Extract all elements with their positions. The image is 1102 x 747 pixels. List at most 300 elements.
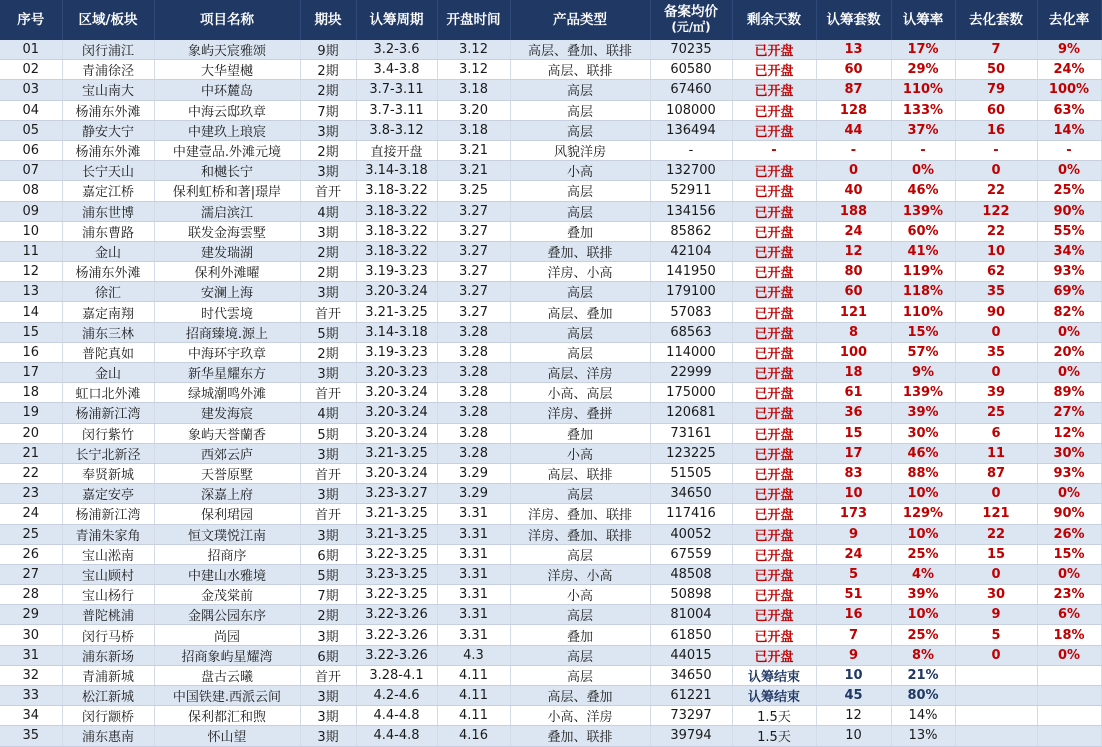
row-subscription-period: 3.23-3.25 — [356, 564, 437, 584]
row-subscription-period: 3.4-3.8 — [356, 60, 437, 80]
table-row — [0, 524, 1101, 544]
row-phase: 5期 — [300, 322, 356, 342]
row-project: 尚园 — [154, 625, 300, 645]
row-region: 杨浦东外滩 — [62, 140, 154, 160]
row-days-left: 已开盘 — [732, 484, 816, 504]
row-sold-units: 10 — [955, 241, 1037, 261]
row-project: 象屿天誉蘭香 — [154, 423, 300, 443]
row-product-type: 高层 — [510, 605, 650, 625]
row-project: 西郊云庐 — [154, 443, 300, 463]
row-phase: 首开 — [300, 463, 356, 483]
row-subscription-rate: 110% — [891, 302, 955, 322]
header-subscription-period: 认筹周期 — [356, 0, 437, 40]
row-product-type: 风貌洋房 — [510, 140, 650, 160]
row-project: 濡启滨江 — [154, 201, 300, 221]
row-sold-units: 11 — [955, 443, 1037, 463]
row-product-type: 叠加 — [510, 221, 650, 241]
row-index: 28 — [0, 585, 62, 605]
row-project: 金隅公园东序 — [154, 605, 300, 625]
row-index: 24 — [0, 504, 62, 524]
row-subscription-rate: 17% — [891, 40, 955, 60]
row-region: 普陀桃浦 — [62, 605, 154, 625]
row-project: 招商臻境.源上 — [154, 322, 300, 342]
table-row — [0, 645, 1101, 665]
row-region: 嘉定安亭 — [62, 484, 154, 504]
header-sell-through-rate: 去化率 — [1037, 0, 1101, 40]
row-sell-through-rate: 27% — [1037, 403, 1101, 423]
table-row — [0, 403, 1101, 423]
row-days-left: 已开盘 — [732, 625, 816, 645]
row-sold-units: 30 — [955, 585, 1037, 605]
row-subscription-rate: 60% — [891, 221, 955, 241]
row-project: 盘古云曦 — [154, 665, 300, 685]
row-product-type: 小高 — [510, 161, 650, 181]
row-subscription-units: - — [816, 140, 891, 160]
row-phase: 3期 — [300, 726, 356, 746]
row-subscription-units: 8 — [816, 322, 891, 342]
table-row — [0, 262, 1101, 282]
row-avg-price: 34650 — [650, 665, 732, 685]
row-subscription-period: 3.7-3.11 — [356, 80, 437, 100]
row-subscription-units: 188 — [816, 201, 891, 221]
table-row — [0, 60, 1101, 80]
row-subscription-rate: 30% — [891, 423, 955, 443]
row-opening-date: 3.31 — [437, 504, 510, 524]
row-region: 闵行马桥 — [62, 625, 154, 645]
row-product-type: 洋房、叠拼 — [510, 403, 650, 423]
table-row — [0, 443, 1101, 463]
row-avg-price: 57083 — [650, 302, 732, 322]
row-sold-units: 35 — [955, 282, 1037, 302]
row-sell-through-rate: 0% — [1037, 564, 1101, 584]
row-avg-price: 114000 — [650, 342, 732, 362]
row-subscription-units: 44 — [816, 120, 891, 140]
row-opening-date: 3.20 — [437, 100, 510, 120]
row-days-left: 已开盘 — [732, 120, 816, 140]
row-index: 27 — [0, 564, 62, 584]
row-opening-date: 4.3 — [437, 645, 510, 665]
row-product-type: 洋房、叠加、联排 — [510, 524, 650, 544]
row-sold-units: 35 — [955, 342, 1037, 362]
row-avg-price: 68563 — [650, 322, 732, 342]
row-sold-units: 122 — [955, 201, 1037, 221]
row-product-type: 高层 — [510, 544, 650, 564]
row-sell-through-rate: 9% — [1037, 40, 1101, 60]
row-opening-date: 3.31 — [437, 544, 510, 564]
row-sold-units: 22 — [955, 181, 1037, 201]
row-index: 23 — [0, 484, 62, 504]
header-index: 序号 — [0, 0, 62, 40]
row-phase: 3期 — [300, 686, 356, 706]
row-days-left: 已开盘 — [732, 80, 816, 100]
row-product-type: 高层 — [510, 100, 650, 120]
row-subscription-rate: 46% — [891, 181, 955, 201]
row-days-left: 已开盘 — [732, 322, 816, 342]
row-opening-date: 3.28 — [437, 363, 510, 383]
row-region: 浦东世博 — [62, 201, 154, 221]
table-row — [0, 161, 1101, 181]
row-sell-through-rate: 93% — [1037, 262, 1101, 282]
row-days-left: 已开盘 — [732, 40, 816, 60]
row-subscription-rate: 80% — [891, 686, 955, 706]
row-subscription-units: 9 — [816, 524, 891, 544]
row-region: 嘉定南翔 — [62, 302, 154, 322]
row-project: 时代雲境 — [154, 302, 300, 322]
row-opening-date: 3.27 — [437, 241, 510, 261]
row-product-type: 洋房、小高 — [510, 262, 650, 282]
row-phase: 2期 — [300, 262, 356, 282]
row-sell-through-rate: - — [1037, 140, 1101, 160]
row-index: 01 — [0, 40, 62, 60]
row-phase: 首开 — [300, 504, 356, 524]
row-subscription-period: 3.22-3.25 — [356, 544, 437, 564]
row-days-left: 已开盘 — [732, 100, 816, 120]
row-subscription-units: 60 — [816, 60, 891, 80]
row-product-type: 小高 — [510, 443, 650, 463]
row-product-type: 高层、叠加 — [510, 302, 650, 322]
table-row — [0, 423, 1101, 443]
row-days-left: 已开盘 — [732, 403, 816, 423]
row-subscription-units: 9 — [816, 645, 891, 665]
row-index: 13 — [0, 282, 62, 302]
row-index: 15 — [0, 322, 62, 342]
row-avg-price: 117416 — [650, 504, 732, 524]
row-days-left: 已开盘 — [732, 181, 816, 201]
row-project: 大华望樾 — [154, 60, 300, 80]
row-project: 恒文璞悦江南 — [154, 524, 300, 544]
row-sell-through-rate: 0% — [1037, 161, 1101, 181]
row-phase: 3期 — [300, 120, 356, 140]
row-region: 普陀真如 — [62, 342, 154, 362]
row-opening-date: 3.27 — [437, 282, 510, 302]
row-index: 12 — [0, 262, 62, 282]
row-phase: 5期 — [300, 564, 356, 584]
row-subscription-period: 3.18-3.22 — [356, 221, 437, 241]
row-avg-price: 67559 — [650, 544, 732, 564]
table-row — [0, 140, 1101, 160]
row-project: 保利珺园 — [154, 504, 300, 524]
row-phase: 2期 — [300, 342, 356, 362]
row-avg-price: 42104 — [650, 241, 732, 261]
row-project: 象屿天宸雅颂 — [154, 40, 300, 60]
table-row — [0, 241, 1101, 261]
table-row — [0, 463, 1101, 483]
header-opening-date: 开盘时间 — [437, 0, 510, 40]
row-index: 16 — [0, 342, 62, 362]
row-project: 中建山水雅境 — [154, 564, 300, 584]
row-phase: 3期 — [300, 524, 356, 544]
row-avg-price: 34650 — [650, 484, 732, 504]
row-index: 17 — [0, 363, 62, 383]
row-opening-date: 4.16 — [437, 726, 510, 746]
row-sold-units: 62 — [955, 262, 1037, 282]
row-sold-units: 60 — [955, 100, 1037, 120]
table-row — [0, 686, 1101, 706]
row-subscription-rate: 37% — [891, 120, 955, 140]
row-avg-price: 81004 — [650, 605, 732, 625]
row-product-type: 高层 — [510, 665, 650, 685]
row-product-type: 高层、洋房 — [510, 363, 650, 383]
row-region: 嘉定江桥 — [62, 181, 154, 201]
row-phase: 3期 — [300, 161, 356, 181]
row-region: 长宁天山 — [62, 161, 154, 181]
row-days-left: 1.5天 — [732, 726, 816, 746]
table-row — [0, 484, 1101, 504]
row-sold-units: 22 — [955, 221, 1037, 241]
row-region: 宝山南大 — [62, 80, 154, 100]
row-sell-through-rate: 0% — [1037, 484, 1101, 504]
row-product-type: 高层 — [510, 645, 650, 665]
row-phase: 3期 — [300, 484, 356, 504]
row-avg-price: 61221 — [650, 686, 732, 706]
row-subscription-period: 3.21-3.25 — [356, 302, 437, 322]
row-subscription-period: 3.21-3.25 — [356, 524, 437, 544]
row-sold-units: 39 — [955, 383, 1037, 403]
row-region: 浦东新场 — [62, 645, 154, 665]
row-subscription-rate: 133% — [891, 100, 955, 120]
row-sold-units: 121 — [955, 504, 1037, 524]
row-region: 奉贤新城 — [62, 463, 154, 483]
row-opening-date: 3.31 — [437, 625, 510, 645]
row-subscription-units: 10 — [816, 726, 891, 746]
row-subscription-period: 3.18-3.22 — [356, 241, 437, 261]
row-opening-date: 3.28 — [437, 383, 510, 403]
row-index: 14 — [0, 302, 62, 322]
row-sold-units: 5 — [955, 625, 1037, 645]
table-row — [0, 282, 1101, 302]
row-subscription-rate: 139% — [891, 383, 955, 403]
row-product-type: 叠加、联排 — [510, 241, 650, 261]
row-index: 03 — [0, 80, 62, 100]
row-product-type: 小高、高层 — [510, 383, 650, 403]
row-days-left: 已开盘 — [732, 443, 816, 463]
row-sell-through-rate: 26% — [1037, 524, 1101, 544]
table-row — [0, 585, 1101, 605]
header-sold-units: 去化套数 — [955, 0, 1037, 40]
row-subscription-period: 3.14-3.18 — [356, 322, 437, 342]
row-subscription-units: 7 — [816, 625, 891, 645]
row-sold-units: 25 — [955, 403, 1037, 423]
header-avg-price — [650, 0, 732, 40]
row-sold-units: 7 — [955, 40, 1037, 60]
row-index: 18 — [0, 383, 62, 403]
row-subscription-rate: 9% — [891, 363, 955, 383]
row-phase: 5期 — [300, 423, 356, 443]
row-subscription-rate: 0% — [891, 161, 955, 181]
row-opening-date: 3.29 — [437, 484, 510, 504]
row-subscription-units: 45 — [816, 686, 891, 706]
row-project: 绿城潮鸣外滩 — [154, 383, 300, 403]
row-subscription-period: 3.22-3.26 — [356, 625, 437, 645]
row-avg-price: 52911 — [650, 181, 732, 201]
row-product-type: 高层、联排 — [510, 463, 650, 483]
row-project: 建发瑞湖 — [154, 241, 300, 261]
row-index: 21 — [0, 443, 62, 463]
row-region: 长宁北新泾 — [62, 443, 154, 463]
row-sell-through-rate: 63% — [1037, 100, 1101, 120]
row-phase: 4期 — [300, 201, 356, 221]
row-opening-date: 4.11 — [437, 706, 510, 726]
row-sell-through-rate: 82% — [1037, 302, 1101, 322]
row-project: 怀山望 — [154, 726, 300, 746]
row-index: 34 — [0, 706, 62, 726]
row-phase: 3期 — [300, 221, 356, 241]
row-subscription-units: 61 — [816, 383, 891, 403]
row-subscription-units: 83 — [816, 463, 891, 483]
row-opening-date: 3.28 — [437, 443, 510, 463]
row-index: 29 — [0, 605, 62, 625]
row-subscription-units: 36 — [816, 403, 891, 423]
row-subscription-units: 13 — [816, 40, 891, 60]
table-row — [0, 100, 1101, 120]
row-index: 30 — [0, 625, 62, 645]
row-sell-through-rate: 0% — [1037, 645, 1101, 665]
row-opening-date: 3.28 — [437, 342, 510, 362]
row-opening-date: 3.12 — [437, 60, 510, 80]
row-sell-through-rate: 14% — [1037, 120, 1101, 140]
header-row — [0, 0, 1101, 40]
row-sell-through-rate: 0% — [1037, 322, 1101, 342]
row-opening-date: 3.27 — [437, 302, 510, 322]
row-index: 08 — [0, 181, 62, 201]
row-project: 招商序 — [154, 544, 300, 564]
row-subscription-period: 3.20-3.24 — [356, 403, 437, 423]
row-avg-price: 132700 — [650, 161, 732, 181]
row-avg-price: 70235 — [650, 40, 732, 60]
row-phase: 首开 — [300, 383, 356, 403]
row-region: 徐汇 — [62, 282, 154, 302]
row-phase: 3期 — [300, 625, 356, 645]
row-days-left: 已开盘 — [732, 161, 816, 181]
row-subscription-rate: 41% — [891, 241, 955, 261]
row-opening-date: 3.25 — [437, 181, 510, 201]
row-product-type: 高层、叠加、联排 — [510, 40, 650, 60]
row-subscription-units: 17 — [816, 443, 891, 463]
table-row — [0, 665, 1101, 685]
row-subscription-units: 0 — [816, 161, 891, 181]
row-subscription-rate: 46% — [891, 443, 955, 463]
row-sold-units: 6 — [955, 423, 1037, 443]
row-index: 05 — [0, 120, 62, 140]
row-project: 天誉原墅 — [154, 463, 300, 483]
row-region: 浦东曹路 — [62, 221, 154, 241]
row-product-type: 高层、叠加 — [510, 686, 650, 706]
row-subscription-period: 3.23-3.27 — [356, 484, 437, 504]
row-sell-through-rate: 18% — [1037, 625, 1101, 645]
row-index: 32 — [0, 665, 62, 685]
row-subscription-units: 128 — [816, 100, 891, 120]
row-sold-units: 0 — [955, 363, 1037, 383]
table-row — [0, 221, 1101, 241]
row-opening-date: 3.21 — [437, 140, 510, 160]
row-subscription-units: 87 — [816, 80, 891, 100]
header-phase: 期块 — [300, 0, 356, 40]
table-row — [0, 605, 1101, 625]
header-avg-price-label: 备案均价 — [664, 4, 718, 20]
row-sell-through-rate: 100% — [1037, 80, 1101, 100]
row-project: 招商象屿星耀湾 — [154, 645, 300, 665]
row-sold-units — [955, 726, 1037, 746]
row-sold-units: - — [955, 140, 1037, 160]
row-opening-date: 3.12 — [437, 40, 510, 60]
row-avg-price: 120681 — [650, 403, 732, 423]
row-avg-price: 141950 — [650, 262, 732, 282]
row-days-left: 已开盘 — [732, 342, 816, 362]
row-days-left: 认筹结束 — [732, 665, 816, 685]
header-project: 项目名称 — [154, 0, 300, 40]
row-sold-units: 0 — [955, 161, 1037, 181]
table-row — [0, 120, 1101, 140]
row-days-left: 已开盘 — [732, 383, 816, 403]
row-opening-date: 3.28 — [437, 322, 510, 342]
table-row — [0, 564, 1101, 584]
row-sold-units: 50 — [955, 60, 1037, 80]
row-sold-units: 22 — [955, 524, 1037, 544]
row-phase: 首开 — [300, 302, 356, 322]
row-sell-through-rate: 6% — [1037, 605, 1101, 625]
row-region: 宝山顾村 — [62, 564, 154, 584]
row-avg-price: 73161 — [650, 423, 732, 443]
row-subscription-units: 12 — [816, 706, 891, 726]
row-days-left: 已开盘 — [732, 221, 816, 241]
row-phase: 2期 — [300, 60, 356, 80]
row-subscription-rate: 25% — [891, 625, 955, 645]
row-days-left: 认筹结束 — [732, 686, 816, 706]
row-sold-units: 9 — [955, 605, 1037, 625]
row-product-type: 叠加 — [510, 625, 650, 645]
row-phase: 4期 — [300, 403, 356, 423]
row-subscription-period: 3.20-3.24 — [356, 423, 437, 443]
row-subscription-rate: 57% — [891, 342, 955, 362]
row-subscription-units: 12 — [816, 241, 891, 261]
row-avg-price: 73297 — [650, 706, 732, 726]
row-days-left: 已开盘 — [732, 564, 816, 584]
row-sold-units — [955, 706, 1037, 726]
row-opening-date: 3.27 — [437, 201, 510, 221]
row-days-left: 已开盘 — [732, 423, 816, 443]
row-region: 静安大宁 — [62, 120, 154, 140]
row-days-left: 已开盘 — [732, 605, 816, 625]
row-subscription-period: 3.18-3.22 — [356, 201, 437, 221]
table-row — [0, 625, 1101, 645]
row-subscription-period: 3.20-3.23 — [356, 363, 437, 383]
row-phase: 2期 — [300, 241, 356, 261]
row-region: 杨浦东外滩 — [62, 100, 154, 120]
row-project: 中海云邸玖章 — [154, 100, 300, 120]
row-days-left: 已开盘 — [732, 241, 816, 261]
row-region: 宝山杨行 — [62, 585, 154, 605]
row-opening-date: 3.31 — [437, 564, 510, 584]
row-subscription-period: 3.28-4.1 — [356, 665, 437, 685]
header-subscription-units: 认筹套数 — [816, 0, 891, 40]
row-sell-through-rate: 90% — [1037, 201, 1101, 221]
row-product-type: 高层 — [510, 322, 650, 342]
row-sell-through-rate — [1037, 726, 1101, 746]
row-region: 杨浦新江湾 — [62, 504, 154, 524]
row-phase: 6期 — [300, 645, 356, 665]
row-days-left: 已开盘 — [732, 524, 816, 544]
row-sell-through-rate: 24% — [1037, 60, 1101, 80]
row-sell-through-rate: 12% — [1037, 423, 1101, 443]
row-phase: 6期 — [300, 544, 356, 564]
row-product-type: 高层 — [510, 120, 650, 140]
row-days-left: 已开盘 — [732, 302, 816, 322]
row-subscription-units: 24 — [816, 221, 891, 241]
row-sell-through-rate: 34% — [1037, 241, 1101, 261]
row-product-type: 高层 — [510, 282, 650, 302]
row-subscription-period: 3.8-3.12 — [356, 120, 437, 140]
table-row — [0, 504, 1101, 524]
